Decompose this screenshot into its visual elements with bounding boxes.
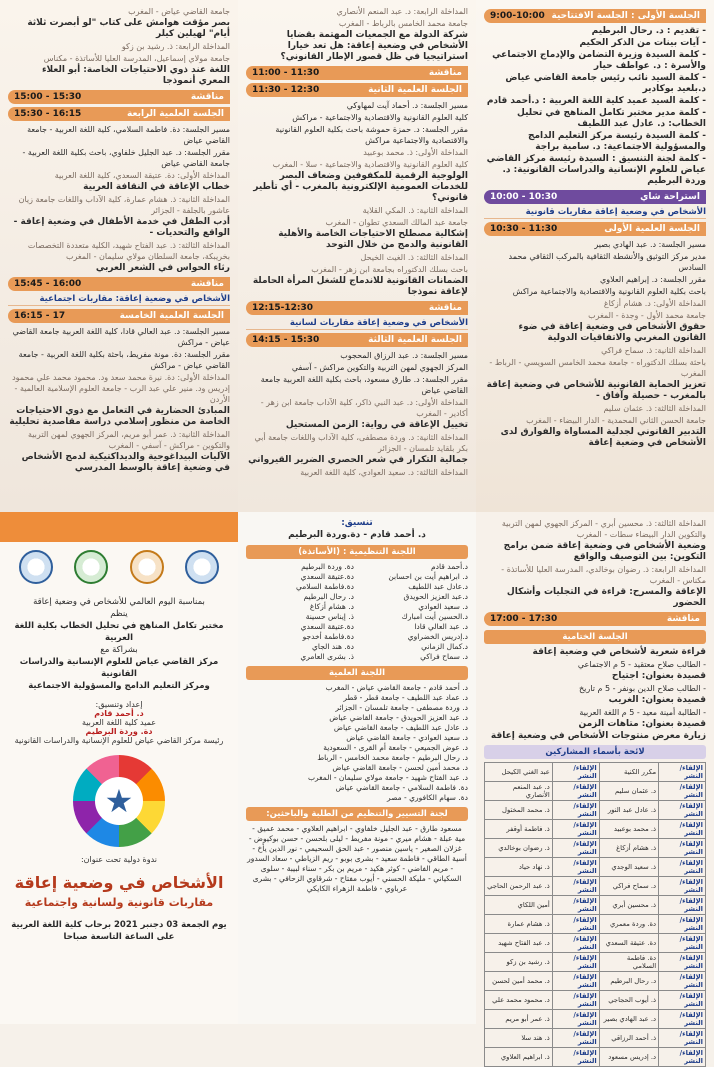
table-row xyxy=(485,801,706,820)
session-time: 15:30 - 16:15 xyxy=(14,109,82,119)
students-committee-heading: لجنة التسيير والتنظيم من الطلبة والباحثين: xyxy=(246,807,468,821)
organizes-line: ينظم xyxy=(110,609,128,619)
talk-title: خطاب الإعاقة في النقافة العربية xyxy=(83,182,230,192)
program-line: مسير الجلسة: دة. فاطمة السلامي، كلية اللغة العربية - جامعة القاضي عياض xyxy=(27,125,230,145)
participation-type-cell: الإلقاء/النشر xyxy=(659,972,706,991)
speaker-line: المداخلة الأولى: دة. نيرة محمد سعد ود. محمود محمد علي محمود إدريس ود. منير علي عبد الرب - جامعة العلوم الإسلامية العالمية - الأردن xyxy=(12,373,230,404)
preparer-name: دة. وردة البرطيم xyxy=(85,727,153,736)
participant-name-cell: د. عبد الهادي بصير xyxy=(599,1010,658,1029)
committee-member: د. ابراهيم أيت بن احسابن xyxy=(388,572,468,581)
disability-emblem-icon xyxy=(73,755,165,847)
table-row xyxy=(485,953,706,972)
participant-name-cell: مكرر الكنية xyxy=(599,763,658,782)
session-bar-discussion xyxy=(246,66,468,80)
session-bar-fourth xyxy=(8,107,230,121)
committee-member: دة. وردة البرطيم xyxy=(301,562,354,571)
session-label: الجلسة العلمية الثانية xyxy=(368,85,462,95)
participant-name-cell: د. محمد أمين لحسن xyxy=(485,972,553,991)
committee-member: د.أحمد قادم xyxy=(431,562,468,571)
session-label: استراحة شاي xyxy=(640,192,700,202)
participation-type-cell: الإلقاء/النشر xyxy=(552,1010,599,1029)
committee-member: د. سعيد العوادي xyxy=(418,602,468,611)
committee-member: د.الحسين أيت امبارك xyxy=(401,612,468,621)
organizer-text xyxy=(8,596,230,692)
table-row xyxy=(485,763,706,782)
partner-logos xyxy=(8,550,230,584)
session-label: مناقشة xyxy=(666,614,700,624)
participant-name-cell: دة. فاطمة السلامي xyxy=(599,953,658,972)
talk-title: الولوجية الرقمية للمكفوفين وضعاف البصر للخدمات العمومية الإلكترونية بالمغرب - أي تأطير قانوني؟ xyxy=(253,171,468,203)
program-line: مدير مركز التوثيق والأنشطة الثقافية بالمركب الثقافي محمد السادس xyxy=(508,252,706,272)
committee-member: د. وردة مصطفى - جامعة تلمسان - الجزائر xyxy=(335,703,468,712)
participation-type-cell: الإلقاء/النشر xyxy=(552,839,599,858)
session-time: 10:30 - 11:30 xyxy=(490,224,558,234)
session-bar-fifth xyxy=(8,309,230,323)
session-time: 15:45 - 16:00 xyxy=(14,279,82,289)
table-row xyxy=(485,877,706,896)
speaker-line: المداخلة الثانية: ذ. سماح فراكي xyxy=(601,346,706,355)
table-row xyxy=(485,991,706,1010)
session-time: 17:00 - 17:30 xyxy=(490,614,558,624)
scientific-committee-heading: اللجنة العلمية xyxy=(246,666,468,680)
table-row xyxy=(485,972,706,991)
participation-type-cell: الإلقاء/النشر xyxy=(552,782,599,801)
committee-member: د. هشام أزكاغ xyxy=(309,602,354,611)
talk-title: الإعاقة والمسرح: قراءة في التجليات وأشكال الحضور xyxy=(506,587,706,608)
conference-date xyxy=(8,919,230,943)
closing-line: زيارة معرض منتوجات الأشخاص في وضعية إعاقة xyxy=(490,731,706,741)
participant-name-cell: عبد الغني الكيحل xyxy=(485,763,553,782)
participant-name-cell: د. عبد الفتاح شهيد xyxy=(485,934,553,953)
committee-member: دة. فاطمة السلامي - جامعة القاضي عياض xyxy=(335,783,468,792)
program-sessions-column xyxy=(238,0,476,512)
speaker-line: المداخلة الرابعة: د. عبد المنعم الأنصاري xyxy=(336,7,468,16)
participation-type-cell: الإلقاء/النشر xyxy=(659,820,706,839)
speaker-line: المداخلة الأولى: ذ. محمد بوعبيد xyxy=(363,148,468,157)
talk-title: تخييل الإعاقة في رواية: الزمن المستحيل xyxy=(285,420,468,430)
session-time: 10:00 - 10:30 xyxy=(490,192,558,202)
scientific-committee-list xyxy=(246,683,468,803)
preparer-role: عميد كلية اللغة العربية xyxy=(81,718,157,727)
participant-name-cell: د. رحال البرطيم xyxy=(599,972,658,991)
session-label: مناقشة xyxy=(190,279,224,289)
program-line: - تقديم : د. رحال البرطيم xyxy=(591,26,706,36)
participation-type-cell: الإلقاء/النشر xyxy=(552,1029,599,1048)
session-label: مناقشة xyxy=(428,303,462,313)
inclusion-center-logo-icon xyxy=(19,550,53,584)
program-line: مقرر الجلسة: د. عبد الجليل خلفاوي، باحث بكلية اللغة العربية - جامعة القاضي عياض xyxy=(22,148,230,168)
participation-type-cell: الإلقاء/النشر xyxy=(659,839,706,858)
program-line: مسير الجلسة: د. عبد الرزاق المحجوب xyxy=(340,351,468,360)
participation-type-cell: الإلقاء/النشر xyxy=(552,877,599,896)
participation-type-cell: الإلقاء/النشر xyxy=(659,934,706,953)
participation-type-cell: الإلقاء/النشر xyxy=(552,896,599,915)
committee-member: د.عبد العزيز الحويدق xyxy=(403,592,468,601)
affiliation-line: جامعة محمد الأول - وجدة - المغرب xyxy=(588,311,706,320)
table-row xyxy=(485,782,706,801)
table-row xyxy=(485,839,706,858)
committee-member: ذ. إيناس حسينة xyxy=(305,612,354,621)
program-line: مسير الجلسة: د. عبد العالي قادا، كلية اللغة العربية جامعة القاضي عياض - مراكش xyxy=(12,327,230,347)
session-bar-discussion xyxy=(8,277,230,291)
talk-title: تعزيز الحماية القانونية للأشخاص في وضعية إعاقة بالمغرب - حصيلة وآفاق - xyxy=(486,380,706,401)
participant-name-cell: ذ. أحمد الرزاقي xyxy=(599,1029,658,1048)
closing-session-heading: الجلسة الختامية xyxy=(484,630,706,644)
table-row xyxy=(485,1010,706,1029)
table-row xyxy=(485,858,706,877)
closing-line: قصيدة بعنوان: الغريب xyxy=(608,695,706,705)
talk-title: الآليات البيداغوجية والديداكتيكية لدمج الأشخاص في وضعية إعاقة بالوسط المدرسي xyxy=(21,452,230,473)
university-logo-icon xyxy=(185,550,219,584)
participation-type-cell: الإلقاء/النشر xyxy=(659,801,706,820)
program-line: مسير الجلسة: د. أحماد آيت لمهاوكي xyxy=(346,101,468,110)
speaker-line: المداخلة الثانية: ذ. المكي القلاية xyxy=(362,206,468,215)
talk-title: شركة الدولة مع الجمعيات المهتمة بقضايا الأشخاص في وضعية إعاقة: هل تعد خيارا استراتيجيا في ظل قصور الإطار القانوني؟ xyxy=(280,30,468,62)
participation-type-cell: الإلقاء/النشر xyxy=(552,801,599,820)
partner-center-line: مركز القاضي عياض للعلوم الإنسانية والدراسات القانونية xyxy=(19,657,219,679)
speaker-line: المداخلة الأولى: د. عبد النبي ذاكر، كلية الآداب جامعة ابن زهر - أكادير - المغرب xyxy=(260,398,468,418)
speaker-line: المداخلة الأولى: د. هشام أزكاغ xyxy=(603,299,706,308)
committee-member: د. عوض الجميعي - جامعة أم القرى - السعودية xyxy=(323,743,468,752)
program-line: المركز الجهوي لمهن التربية والتكوين مراكش - آسفي xyxy=(291,363,468,372)
committee-member: دة. سهام الكافوري - مصر xyxy=(387,793,468,802)
session-label: مناقشة xyxy=(428,68,462,78)
table-row xyxy=(485,896,706,915)
partnership-line: بشراكة مع xyxy=(100,645,138,655)
program-line: - كلمة السيد عميد كلية اللغة العربية : د.أحمد قادم xyxy=(486,96,706,106)
closing-line: - الطالب صلاح معتقيد - 5 م الاجتماعي xyxy=(577,660,706,669)
speaker-line: المداخلة الثانية: د. وردة مصطفى، كلية الآداب واللغات جامعة أبي بكر بلقايد تلمسان - الجزائر xyxy=(254,433,468,453)
committee-member: د.كمال الزماني xyxy=(421,642,468,651)
participation-type-cell: الإلقاء/النشر xyxy=(659,1048,706,1067)
session-time: 9:00-10:00 xyxy=(490,11,545,21)
closing-line: - الطالبة أمينة معيد - 5 م اللغة العربية xyxy=(579,708,706,717)
committee-member: دة.فاطمة أخدجو xyxy=(302,632,354,641)
talk-title: أدب الطفل في خدمة الأطفال في وضعية إعاقة - الواقع والتحديات - xyxy=(13,217,230,238)
center-logo-icon xyxy=(74,550,108,584)
affiliation-line: باحث بسلك الدكتوراه بجامعة ابن زهر - المغرب xyxy=(311,265,468,274)
session-label: مناقشة xyxy=(190,92,224,102)
speaker-line: المداخلة الثالثة: ذ. محسين أبري - المركز الجهوي لمهن التربية والتكوين الدار البيضاء سطات - المغرب xyxy=(501,519,706,539)
committee-member: د. عبد العالي قادا xyxy=(414,622,468,631)
affiliation-line: كلية العلوم القانونية والاقتصادية والاجتماعية - سلا - المغرب xyxy=(272,160,468,169)
talk-title: جمالية التكرار في شعر الحصري الضرير القيرواني xyxy=(248,455,468,465)
preparer-role: رئيسة مركز القاضي عياض للعلوم الإنسانية والدراسات القانونية xyxy=(14,736,224,745)
participant-name-cell: ذ. أيوب الحجاجي xyxy=(599,991,658,1010)
organizing-committee-list xyxy=(246,562,468,662)
committee-member: د. محمد أمين لحسن - جامعة القاضي عياض xyxy=(332,763,468,772)
participants-table-title: لائحة بأسماء المشاركين xyxy=(484,745,706,759)
topic-heading: الأشخاص في وضعية إعاقة مقاربات لسانية xyxy=(246,318,468,330)
preparation-label: إعداد وتنسيق: xyxy=(95,700,143,709)
talk-title: حقوق الأشخاص في وضعية إعاقة في ضوء القانون المغربي والاتفاقيات الدولية xyxy=(518,322,706,343)
committee-member: دة.عتيقة السعدي xyxy=(300,572,354,581)
participation-type-cell: الإلقاء/النشر xyxy=(659,896,706,915)
committee-member: دة. هند الجاي xyxy=(312,642,354,651)
session-bar-discussion xyxy=(246,301,468,315)
talk-title: وضعية الأشخاص في وضعية إعاقة ضمن برامج التكوين: بين التوصيف والواقع xyxy=(503,541,706,562)
participant-name-cell: ذ. فاطمة أوقفر xyxy=(485,820,553,839)
talk-title: المبادئ الحضارية في التعامل مع ذوي الاحتياجات الخاصة من منظور إسلامي دراسة مقاصدية تحليلية xyxy=(9,406,230,427)
participant-name-cell: ذ. محسين أبري xyxy=(599,896,658,915)
participation-type-cell: الإلقاء/النشر xyxy=(552,972,599,991)
speaker-line: المداخلة الثانية: ذ. عمر أبو مريم، المركز الجهوي لمهن التربية والتكوين - مراكش - آسفي - المغرب xyxy=(27,430,230,450)
participant-name-cell: ذ. رشيد بن زكو xyxy=(485,953,553,972)
participation-type-cell: الإلقاء/النشر xyxy=(552,915,599,934)
participant-name-cell: ذ. هند سلا xyxy=(485,1029,553,1048)
speaker-line: المداخلة الثانية: ذ. هشام عمارة، كلية الآداب واللغات جامعة زيان عاشور بالجلفة - الجزائر xyxy=(18,195,230,215)
participation-type-cell: الإلقاء/النشر xyxy=(659,877,706,896)
participation-type-cell: الإلقاء/النشر xyxy=(659,763,706,782)
session-time: 12:15-12:30 xyxy=(252,303,314,313)
participation-type-cell: الإلقاء/النشر xyxy=(552,953,599,972)
committee-member: د. سعيد العوادي - جامعة القاضي عياض xyxy=(346,733,468,742)
committee-member: د. عماد عبد اللطيف - جامعة قطر - قطر xyxy=(343,693,468,702)
preparation-block xyxy=(8,700,230,745)
participant-name-cell: ذ. سعيد الوجدي xyxy=(599,858,658,877)
participant-name-cell: ذ. نهاد حياد xyxy=(485,858,553,877)
participation-type-cell: الإلقاء/النشر xyxy=(552,991,599,1010)
program-line: باحث بكلية العلوم القانونية والاقتصادية والاجتماعية مراكش xyxy=(512,287,706,296)
preparer-name: د. أحمد قادم xyxy=(94,709,144,718)
speaker-line: المداخلة الأولى: دة. عتيقة السعدي، كلية اللغة العربية xyxy=(54,171,230,180)
committee-member: د.إدريس الخضراوي xyxy=(407,632,468,641)
participation-type-cell: الإلقاء/النشر xyxy=(659,991,706,1010)
speaker-line: المداخلة الرابعة: ذ. رضوان بوخالدي، المدرسة العليا للأساتذة - مكناس - المغرب xyxy=(501,565,706,585)
speaker-line: المداخلة الثالثة: د. سعيد العوادي، كلية اللغة العربية xyxy=(300,468,468,477)
committee-member: د. عادل عبد اللطيف - جامعة القاضي عياض xyxy=(333,723,468,732)
program-line: - آيات بينات من الذكر الحكيم xyxy=(579,38,706,48)
participant-name-cell: ذ. عبد الرحمن الحاجي xyxy=(485,877,553,896)
affiliation-line: باحثة بسلك الدكتوراه - جامعة محمد الخامس السويسي - الرباط - المغرب xyxy=(489,358,706,378)
participant-name-cell: ذ. هشام أزكاغ xyxy=(599,839,658,858)
cover-top-band xyxy=(0,512,238,542)
talk-title: الضمانات القانونية للاندماج للشغل المرأة الحاملة لإعاقة نموذجا xyxy=(252,276,468,297)
coordination-label: تنسيق: xyxy=(341,518,373,528)
program-line: - كلمة السيد نائب رئيس جامعة القاضي عياض د.بلعيد بوكادير xyxy=(505,73,706,94)
committee-member: دة.عتيقة السعدي xyxy=(300,622,354,631)
talk-title: بصر مؤقت هوامش على كتاب "لو أبصرت ثلاثة أيام" لهيلين كيلر xyxy=(27,18,230,39)
closing-line: قصيدة بعنوان: متاهات الزمن xyxy=(578,719,706,729)
table-row xyxy=(485,915,706,934)
session-bar-second xyxy=(246,83,468,97)
occasion-line: بمناسبة اليوم العالمي للأشخاص في وضعية إعاقة xyxy=(33,597,205,607)
participant-name-cell: ذ. ابراهيم العلاوي xyxy=(485,1048,553,1067)
session-label: الجلسة العلمية الخامسة xyxy=(119,311,224,321)
participant-name-cell: د. عثمان سليم xyxy=(599,782,658,801)
participation-type-cell: الإلقاء/النشر xyxy=(659,782,706,801)
program-line: - كلمة السيدة رئيسة مركز التعليم الدامج والمسؤولية الاجتماعية: د. سامية براجة xyxy=(527,131,706,152)
table-row xyxy=(485,934,706,953)
students-committee-list: مسعود طارق - عبد الجليل خلفاوي - ابراهيم العلاوي - محمد عميق - مية عبلة - هشام ميري - مونة مفريط - ليلى بلحسن - حسن بوكيوض - غزلان الصغير - ياسين منصور - عبد الحق السحيمي - نور الدين يأخ - أسية الطاقي - فاطمة سعيد - بشرى بوبو - ريم الزياطي - سعاد السدور - مريم الفاضي - كوثر هكيد - مريم بن بكر - سناء لبيبة - سلوى السكياني - مليكة الحسني - أيوب مفتاح - شرقاوي الزحافي - بشرى عرباوي - فاطمة الزهراء الكايكي xyxy=(247,824,467,893)
topic-heading: الأشخاص في وضعية إعاقة: مقاربات اجتماعية xyxy=(8,294,230,306)
participant-name-cell: ذ. عادل عبد النور xyxy=(599,801,658,820)
program-line: مسير الجلسة: د. عبد الهادي بصير xyxy=(594,240,706,249)
session-bar-break xyxy=(484,190,706,204)
organizing-committee-heading: اللجنة التنظيمية : (الأساتذة) xyxy=(246,545,468,559)
table-row xyxy=(485,1048,706,1067)
participant-name-cell: د. عبد المنعم الأنصاري xyxy=(485,782,553,801)
session-time: 16:15 - 17 xyxy=(14,311,66,321)
session-bar-third xyxy=(246,333,468,347)
participant-name-cell: دة. عتيقة السعدي xyxy=(599,934,658,953)
closing-panel xyxy=(476,512,714,1065)
affiliation-line: جامعة الحسن الثاني المحمدية - الدار البيضاء - المغرب xyxy=(526,416,706,425)
closing-line: قراءة شعرية لأشخاص في وضعية إعاقة xyxy=(532,647,706,657)
table-row xyxy=(485,820,706,839)
program-line: - كلمة السيدة وزيرة التضامن والإدماج الاجتماعي والأسرة : د. عواطف حيار xyxy=(492,50,706,71)
session-time: 11:00 - 11:30 xyxy=(252,68,320,78)
committee-member: د. رحال البرطيم - جامعة محمد الخامس - الرباط xyxy=(317,753,468,762)
committee-member: د. عبد العزيز الحويدق - جامعة القاضي عياض xyxy=(329,713,468,722)
speaker-line: المداخلة الثالثة: ذ. الغيث الخيحل xyxy=(360,253,468,262)
closing-line: - الطالب صلاح الدين بونفر - 5 م تاريخ xyxy=(579,684,706,693)
conference-title: الأشخاص في وضعية إعاقة xyxy=(14,873,224,892)
participation-type-cell: الإلقاء/النشر xyxy=(659,1010,706,1029)
participant-name-cell: د. سماح فراكي xyxy=(599,877,658,896)
session-label: الجلسة العلمية الأولى xyxy=(604,224,700,234)
conference-kind: ندوة دولية تحت عنوان: xyxy=(80,855,158,864)
speaker-line: المداخلة الثالثة: ذ. عبد الفتاح شهيد، الكلية متعددة التخصصات بخريبكة، جامعة السلطان مولاي سليمان - المغرب xyxy=(27,241,230,261)
time-line: على الساعة التاسعة صباحا xyxy=(63,932,175,942)
session-bar-opening xyxy=(484,9,706,23)
affiliation-line: جامعة القاضي عياض - المغرب xyxy=(128,7,230,16)
affiliation-line: جامعة محمد الخامس بالرباط - المغرب xyxy=(338,19,468,28)
committee-member: دة.فاطمة السلامي xyxy=(295,582,354,591)
participant-name-cell: ذ. رضوان بوخالدي xyxy=(485,839,553,858)
program-sessions-column-2 xyxy=(0,0,238,512)
program-line: كلية العلوم القانونية والاقتصادية والاجتماعية - مراكش xyxy=(292,113,468,122)
committee-member: د.عادل عبد اللطيف xyxy=(408,582,468,591)
session-label: الجلسة العلمية الثالثة xyxy=(368,335,462,345)
session-time: 14:15 - 15:30 xyxy=(252,335,320,345)
partner-center-line-2: ومركز التعليم الدامج والمسؤولية الاجتماعية xyxy=(28,681,210,691)
participant-name-cell: أمين اللكاي xyxy=(485,896,553,915)
program-opening-column xyxy=(476,0,714,512)
participant-name-cell: دة. وردة معمري xyxy=(599,915,658,934)
program-line: - كلمة لجنة التنسيق : السيدة رئيسة مركز القاضي عياض للعلوم الإنسانية والدراسات القانونية: د. وردة البرطيم xyxy=(486,154,706,186)
participation-type-cell: الإلقاء/النشر xyxy=(552,820,599,839)
program-line: مقرر الجلسة: د. إبراهيم العلاوي xyxy=(600,275,706,284)
participation-type-cell: الإلقاء/النشر xyxy=(659,1029,706,1048)
participant-name-cell: ذ. هشام عمارة xyxy=(485,915,553,934)
talk-title: التدبير القانوني لجدلية المساواة والفوارق لدى الأشخاص في وضعية إعاقة xyxy=(500,427,706,448)
program-line: - كلمة مدير مختبر تكامل المناهج في تحليل الخطاب: د. عادل عبد اللطيف xyxy=(517,108,706,129)
committee-member: د. عبد الفتاح شهيد - جامعة مولاي سليمان - المغرب xyxy=(307,773,468,782)
affiliation-line: جامعة مولاي إسماعيل، المدرسة العليا للأساتذة - مكناس xyxy=(43,54,230,63)
date-line: يوم الجمعة 03 دجنبر 2021 برحاب كلية اللغة العربية xyxy=(11,920,227,930)
participation-type-cell: الإلقاء/النشر xyxy=(659,953,706,972)
affiliation-line: جامعة عبد المالك السعدي تطوان - المغرب xyxy=(325,218,468,227)
participants-table xyxy=(484,762,706,1067)
conference-subtitle: مقاربات قانونية ولسانية واجتماعية xyxy=(24,896,214,909)
topic-heading: الأشخاص في وضعية إعاقة مقاربات قانونية xyxy=(484,207,706,219)
talk-title: رثاء الحواس في الشعر العربي xyxy=(95,263,230,273)
session-time: 11:30 - 12:30 xyxy=(252,85,320,95)
session-label: الجلسة العلمية الرابعة xyxy=(127,109,224,119)
table-row xyxy=(485,1029,706,1048)
session-time: 15:00 - 15:30 xyxy=(14,92,82,102)
lab-line: مختبر تكامل المناهج في تحليل الخطاب بكلية اللغة العربية xyxy=(14,621,224,643)
talk-title: إشكالية مصطلح الاحتياجات الخاصة والأهلية القانونية والدمج من خلال التوحد xyxy=(278,229,468,250)
participation-type-cell: الإلقاء/النشر xyxy=(552,763,599,782)
committee-member: د. سماح فراكي xyxy=(420,652,468,661)
program-line: مقرر الجلسة: د. حمزة حموشة باحث بكلية العلوم القانونية والاقتصادية والاجتماعية مراكش xyxy=(275,125,468,145)
participation-type-cell: الإلقاء/النشر xyxy=(659,915,706,934)
participation-type-cell: الإلقاء/النشر xyxy=(552,1048,599,1067)
participant-name-cell: ذ. محمد المختول xyxy=(485,801,553,820)
speaker-line: المداخلة الثالثة: ذ. عثمان سليم xyxy=(603,404,706,413)
participant-name-cell: ذ. عمر أبو مريم xyxy=(485,1010,553,1029)
program-line: مقرر الجلسة: د. طارق مسعود، باحث بكلية اللغة العربية جامعة القاضي عياض xyxy=(260,375,468,395)
closing-line: قصيدة بعنوان: اجتياح xyxy=(611,671,706,681)
participant-name-cell: د. إدريس مسعود xyxy=(599,1048,658,1067)
participation-type-cell: الإلقاء/النشر xyxy=(552,858,599,877)
session-bar-discussion xyxy=(8,90,230,104)
session-bar-first xyxy=(484,222,706,236)
participation-type-cell: الإلقاء/النشر xyxy=(552,934,599,953)
committee-member: د. أحمد قادم - جامعة القاضي عياض - المغرب xyxy=(325,683,468,692)
faculty-logo-icon xyxy=(130,550,164,584)
coordination-names: د. أحمد قادم - دة.وردة البرطيم xyxy=(288,530,426,540)
committees-panel xyxy=(238,512,476,1024)
participant-name-cell: د. محمود محمد علي xyxy=(485,991,553,1010)
speaker-line: المداخلة الرابعة: ذ. رشيد بن زكو xyxy=(121,42,230,51)
talk-title: اللغة عند ذوي الاحتياجات الخاصة: أبو العلاء المعري أنموذجا xyxy=(41,65,230,86)
participant-name-cell: ذ. محمد بوعبيد xyxy=(599,820,658,839)
session-bar-discussion xyxy=(484,612,706,626)
committee-member: د. رحال البرطيم xyxy=(303,592,354,601)
cover-panel xyxy=(0,512,238,1024)
participation-type-cell: الإلقاء/النشر xyxy=(659,858,706,877)
session-label: الجلسة الأولى : الجلسة الافتتاحية xyxy=(551,11,700,21)
committee-member: ذ. بشرى العامري xyxy=(300,652,354,661)
program-line: مقرر الجلسة: دة. مونة مفريط، باحثة بكلية اللغة العربية - جامعة القاضي عياض - مراكش xyxy=(18,350,230,370)
